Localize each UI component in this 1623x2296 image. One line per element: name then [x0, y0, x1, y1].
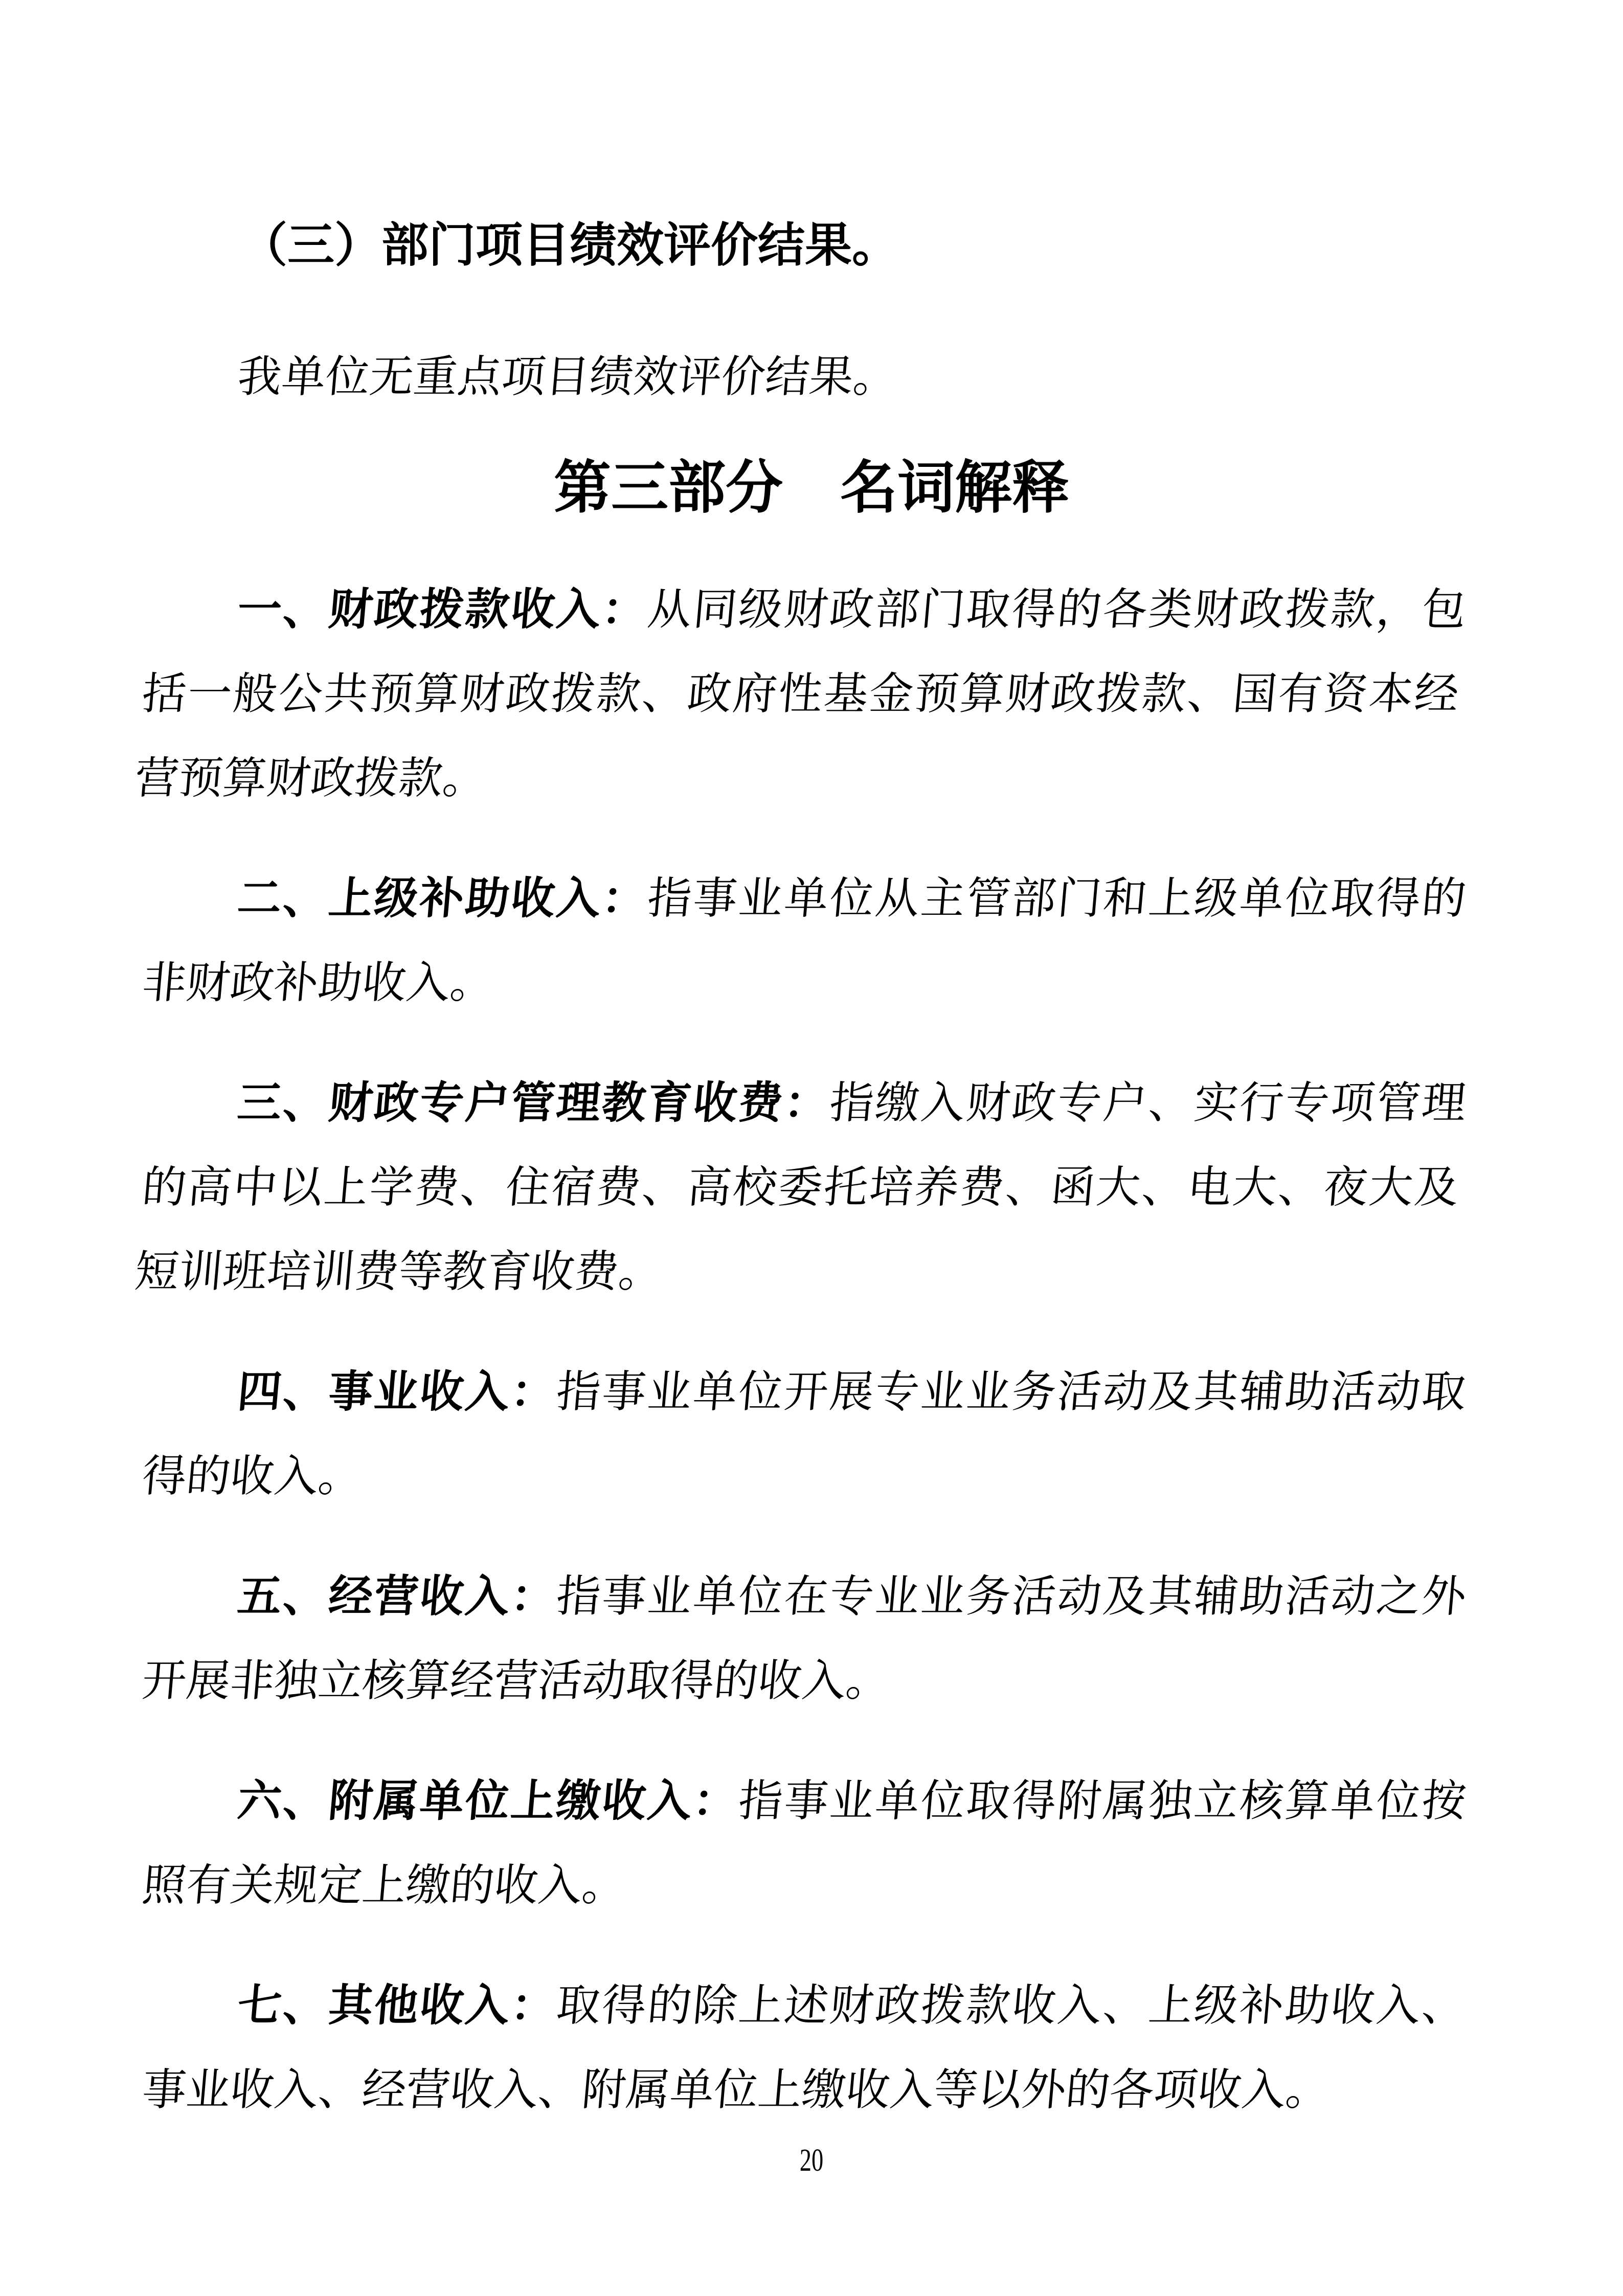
term-name: 六、附属单位上缴收入：	[235, 1776, 741, 1826]
term-definition: 指事业单位开展专业业务活动及其辅助活动取得的收入。	[140, 1367, 1469, 1501]
term-definition: 指事业单位取得附属独立核算单位按照有关规定上缴的收入。	[140, 1776, 1469, 1910]
term-paragraph	[131, 568, 1470, 821]
intro-paragraph: 我单位无重点项目绩效评价结果。	[235, 352, 900, 401]
term-definition: 指缴入财政专户、实行专项管理的高中以上学费、住宿费、高校委托培养费、函大、电大、夜大及短训班培训费等教育收费。	[132, 1078, 1469, 1296]
term-paragraph	[139, 1555, 1470, 1723]
page-number: 20	[799, 2143, 824, 2178]
term-name: 四、事业收入：	[235, 1367, 559, 1416]
part-title: 第三部分 名词解释	[554, 457, 1069, 520]
subsection-heading: （三）部门项目绩效评价结果。	[240, 219, 899, 272]
term-paragraph	[139, 1964, 1470, 2132]
term-name: 三、财政专户管理教育收费：	[235, 1078, 832, 1128]
term-name: 一、财政拨款收入：	[235, 585, 650, 634]
term-paragraph	[139, 857, 1470, 1025]
term-paragraph	[131, 1061, 1470, 1314]
term-definition: 指事业单位在专业业务活动及其辅助活动之外开展非独立核算经营活动取得的收入。	[140, 1572, 1469, 1705]
term-definition: 取得的除上述财政拨款收入、上级补助收入、事业收入、经营收入、附属单位上缴收入等以外的各项收入。	[140, 1981, 1469, 2114]
term-paragraph	[139, 1350, 1470, 1519]
term-definition: 从同级财政部门取得的各类财政拨款，包括一般公共预算财政拨款、政府性基金预算财政拨款、国有资本经营预算财政拨款。	[132, 585, 1469, 803]
term-definition: 指事业单位从主管部门和上级单位取得的非财政补助收入。	[140, 874, 1469, 1007]
term-name: 二、上级补助收入：	[235, 874, 650, 923]
term-name: 五、经营收入：	[235, 1572, 559, 1621]
term-paragraph	[139, 1759, 1470, 1928]
term-name: 七、其他收入：	[235, 1981, 559, 2030]
